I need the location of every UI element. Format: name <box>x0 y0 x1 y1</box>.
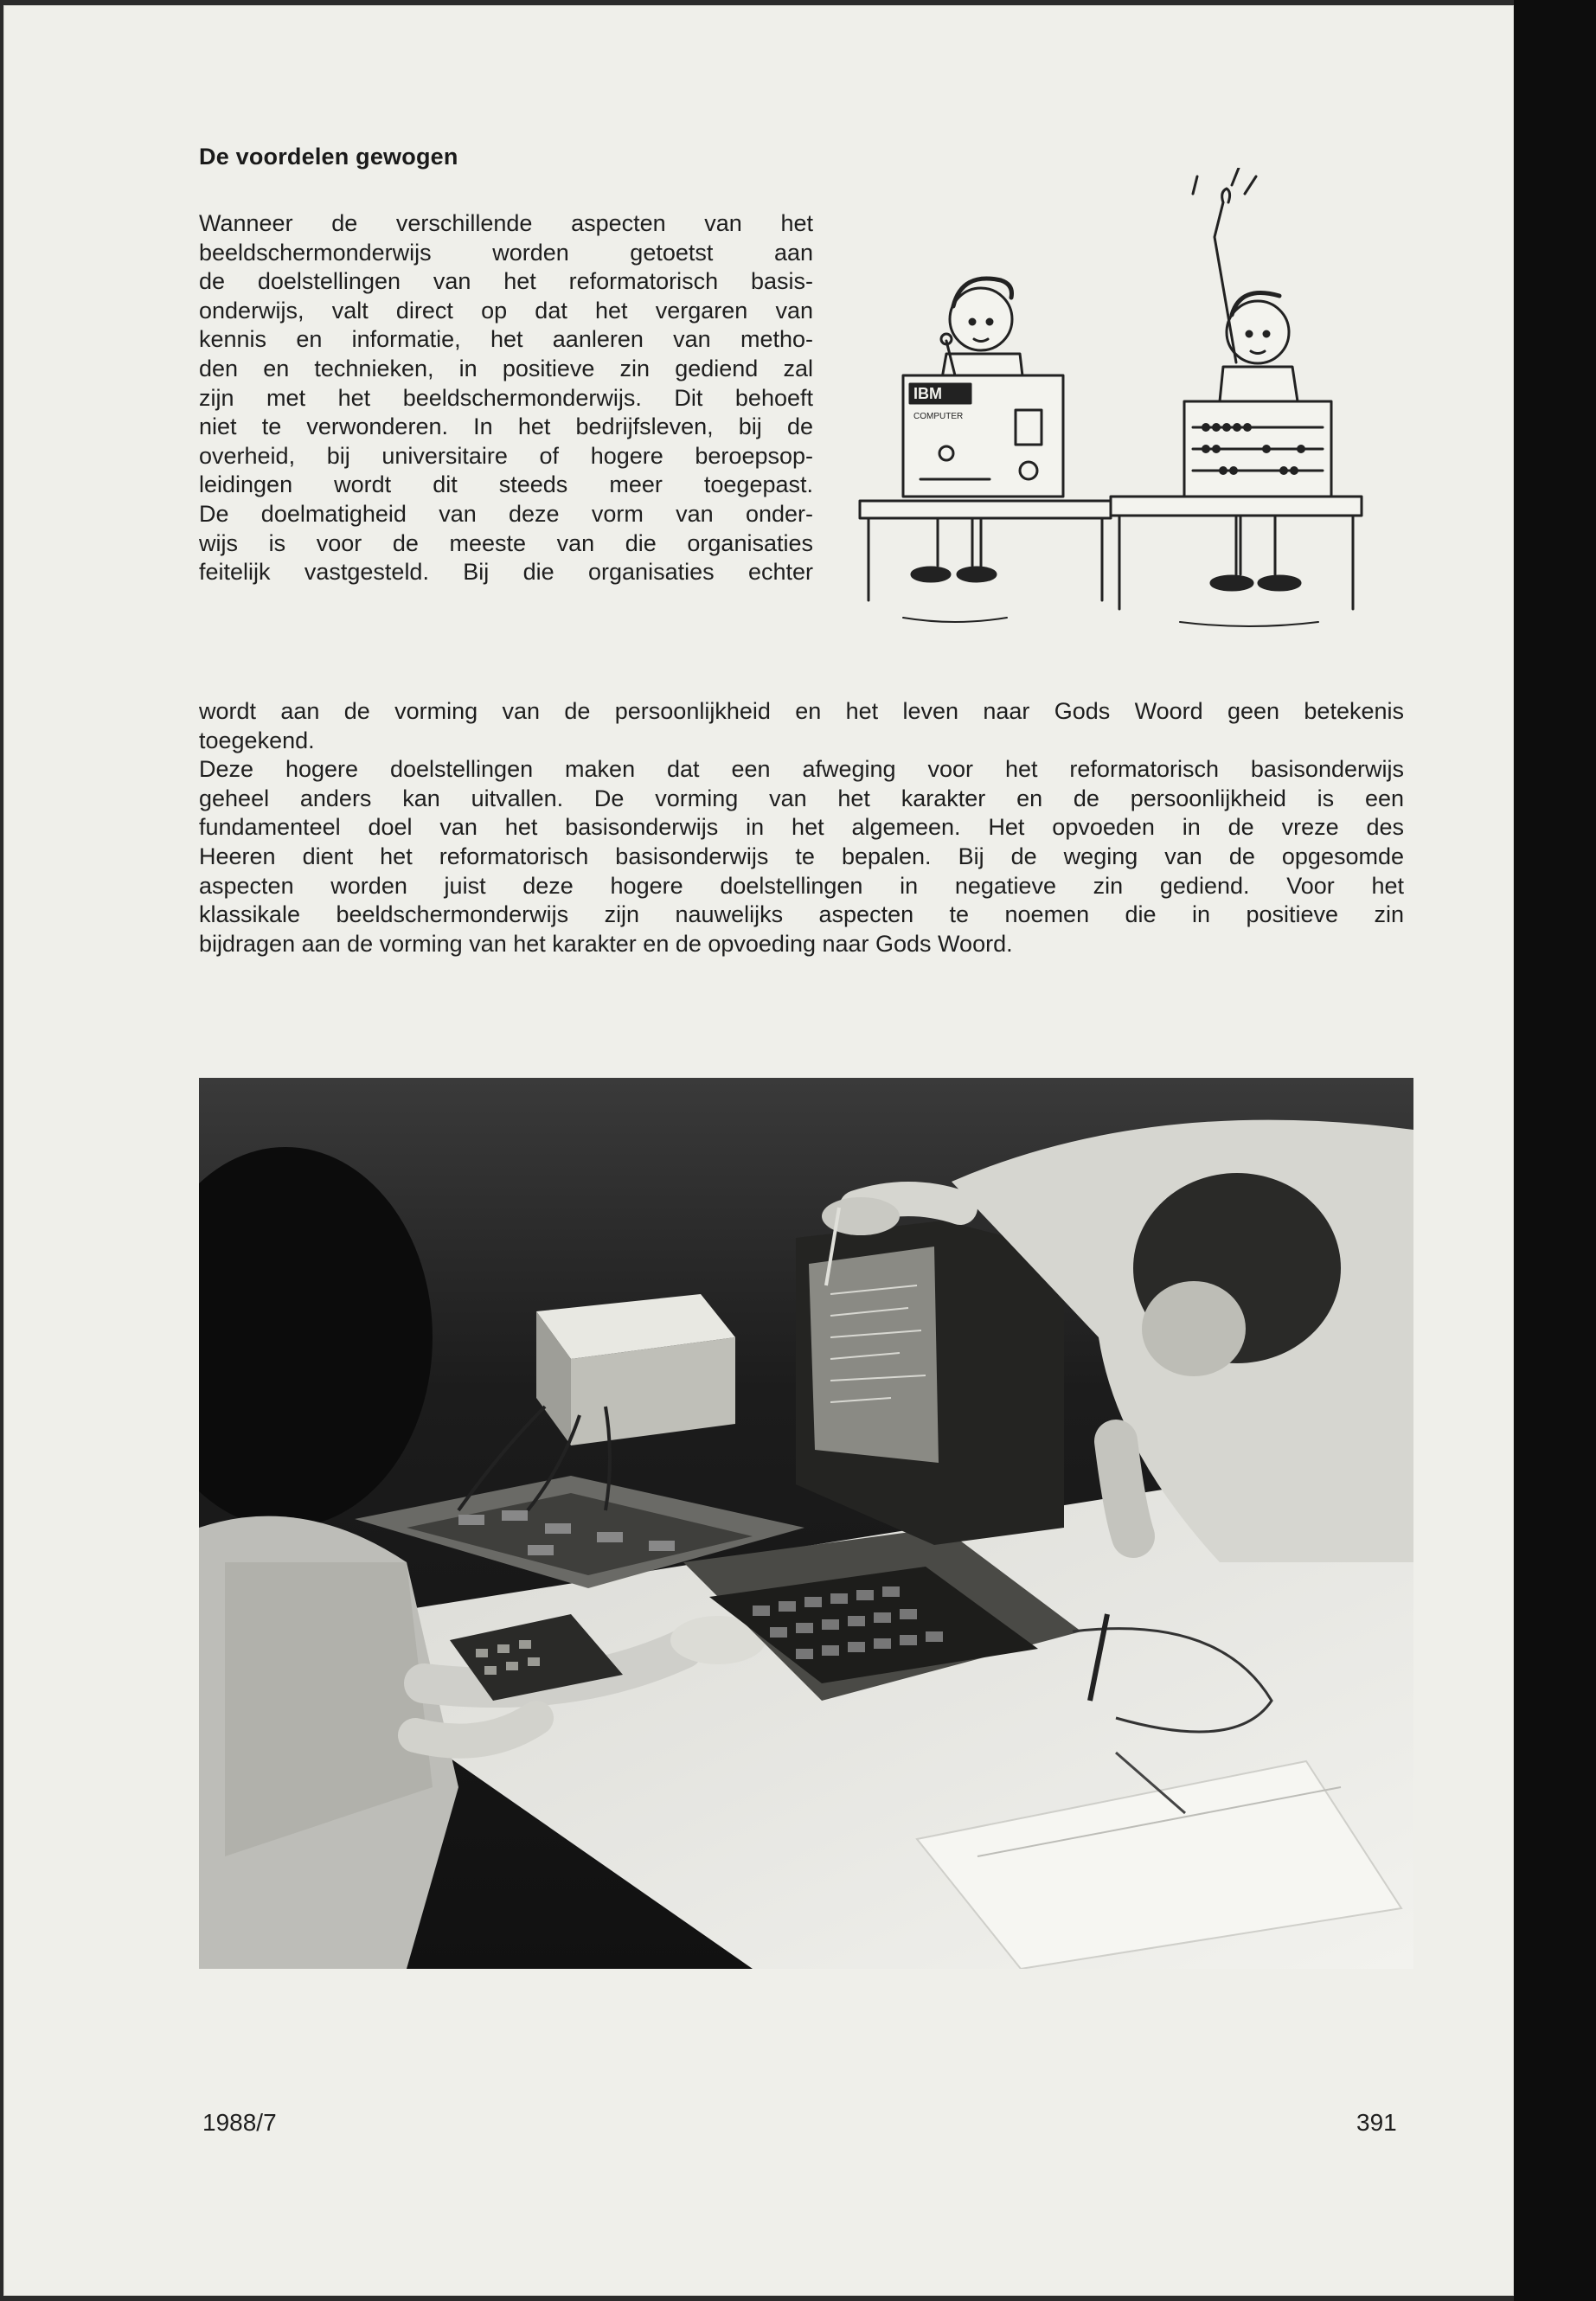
text-line: niet te verwonderen. In het bedrijfsleven, bij de <box>199 413 813 440</box>
text-line: Deze hogere doelstellingen maken dat een afweging voor het reformatorisch basisonderwijs <box>199 756 1404 783</box>
issue-number: 1988/7 <box>202 2109 277 2136</box>
text-line: wordt aan de vorming van de persoonlijkheid en het leven naar Gods Woord geen betekenis <box>199 698 1404 724</box>
scan-border <box>1514 0 1596 2301</box>
text-line: fundamenteel doel van het basisonderwijs in het algemeen. Het opvoeden in de vreze des <box>199 814 1404 841</box>
text-line: Heeren dient het reformatorisch basisonderwijs te bepalen. Bij de weging van de opgesomde <box>199 843 1404 869</box>
text-line: leidingen wordt dit steeds meer toegepast. <box>199 471 813 498</box>
text-line: De doelmatigheid van deze vorm van onder- <box>199 500 813 527</box>
text-line: beeldschermonderwijs worden getoetst aan <box>199 239 813 266</box>
section-heading: De voordelen gewogen <box>199 144 458 170</box>
computer-label: COMPUTER <box>913 412 964 421</box>
text-line: aspecten worden juist deze hogere doelstellingen in negatieve zin gediend. Voor het <box>199 872 1404 899</box>
text-line: feitelijk vastgesteld. Bij die organisaties echter <box>199 559 813 586</box>
text-line: overheid, bij universitaire of hogere beroepsop- <box>199 442 813 469</box>
computer-brand-label: IBM <box>913 385 942 402</box>
text-line: bijdragen aan de vorming van het karakter en de opvoeding naar Gods Woord. <box>199 930 1013 957</box>
page-number: 391 <box>1356 2109 1397 2136</box>
photograph <box>199 1078 1413 1969</box>
cartoon-illustration <box>851 168 1370 652</box>
text-line: klassikale beeldschermonderwijs zijn nauwelijks aspecten te noemen die in positieve zin <box>199 901 1404 928</box>
text-line: den en technieken, in positieve zin gediend zal <box>199 355 813 381</box>
text-line: zijn met het beeldschermonderwijs. Dit behoeft <box>199 384 813 411</box>
text-line: kennis en informatie, het aanleren van metho- <box>199 326 813 353</box>
text-line: wijs is voor de meeste van die organisaties <box>199 529 813 556</box>
page <box>3 5 1514 2296</box>
text-line: toegekend. <box>199 727 315 753</box>
wide-paragraph <box>199 697 1404 958</box>
narrow-paragraph <box>199 209 813 587</box>
text-line: onderwijs, valt direct op dat het vergaren van <box>199 297 813 324</box>
text-line: de doelstellingen van het reformatorisch basis- <box>199 268 813 295</box>
text-line: geheel anders kan uitvallen. De vorming van het karakter en de persoonlijkheid is een <box>199 785 1404 811</box>
text-line: Wanneer de verschillende aspecten van het <box>199 210 813 236</box>
